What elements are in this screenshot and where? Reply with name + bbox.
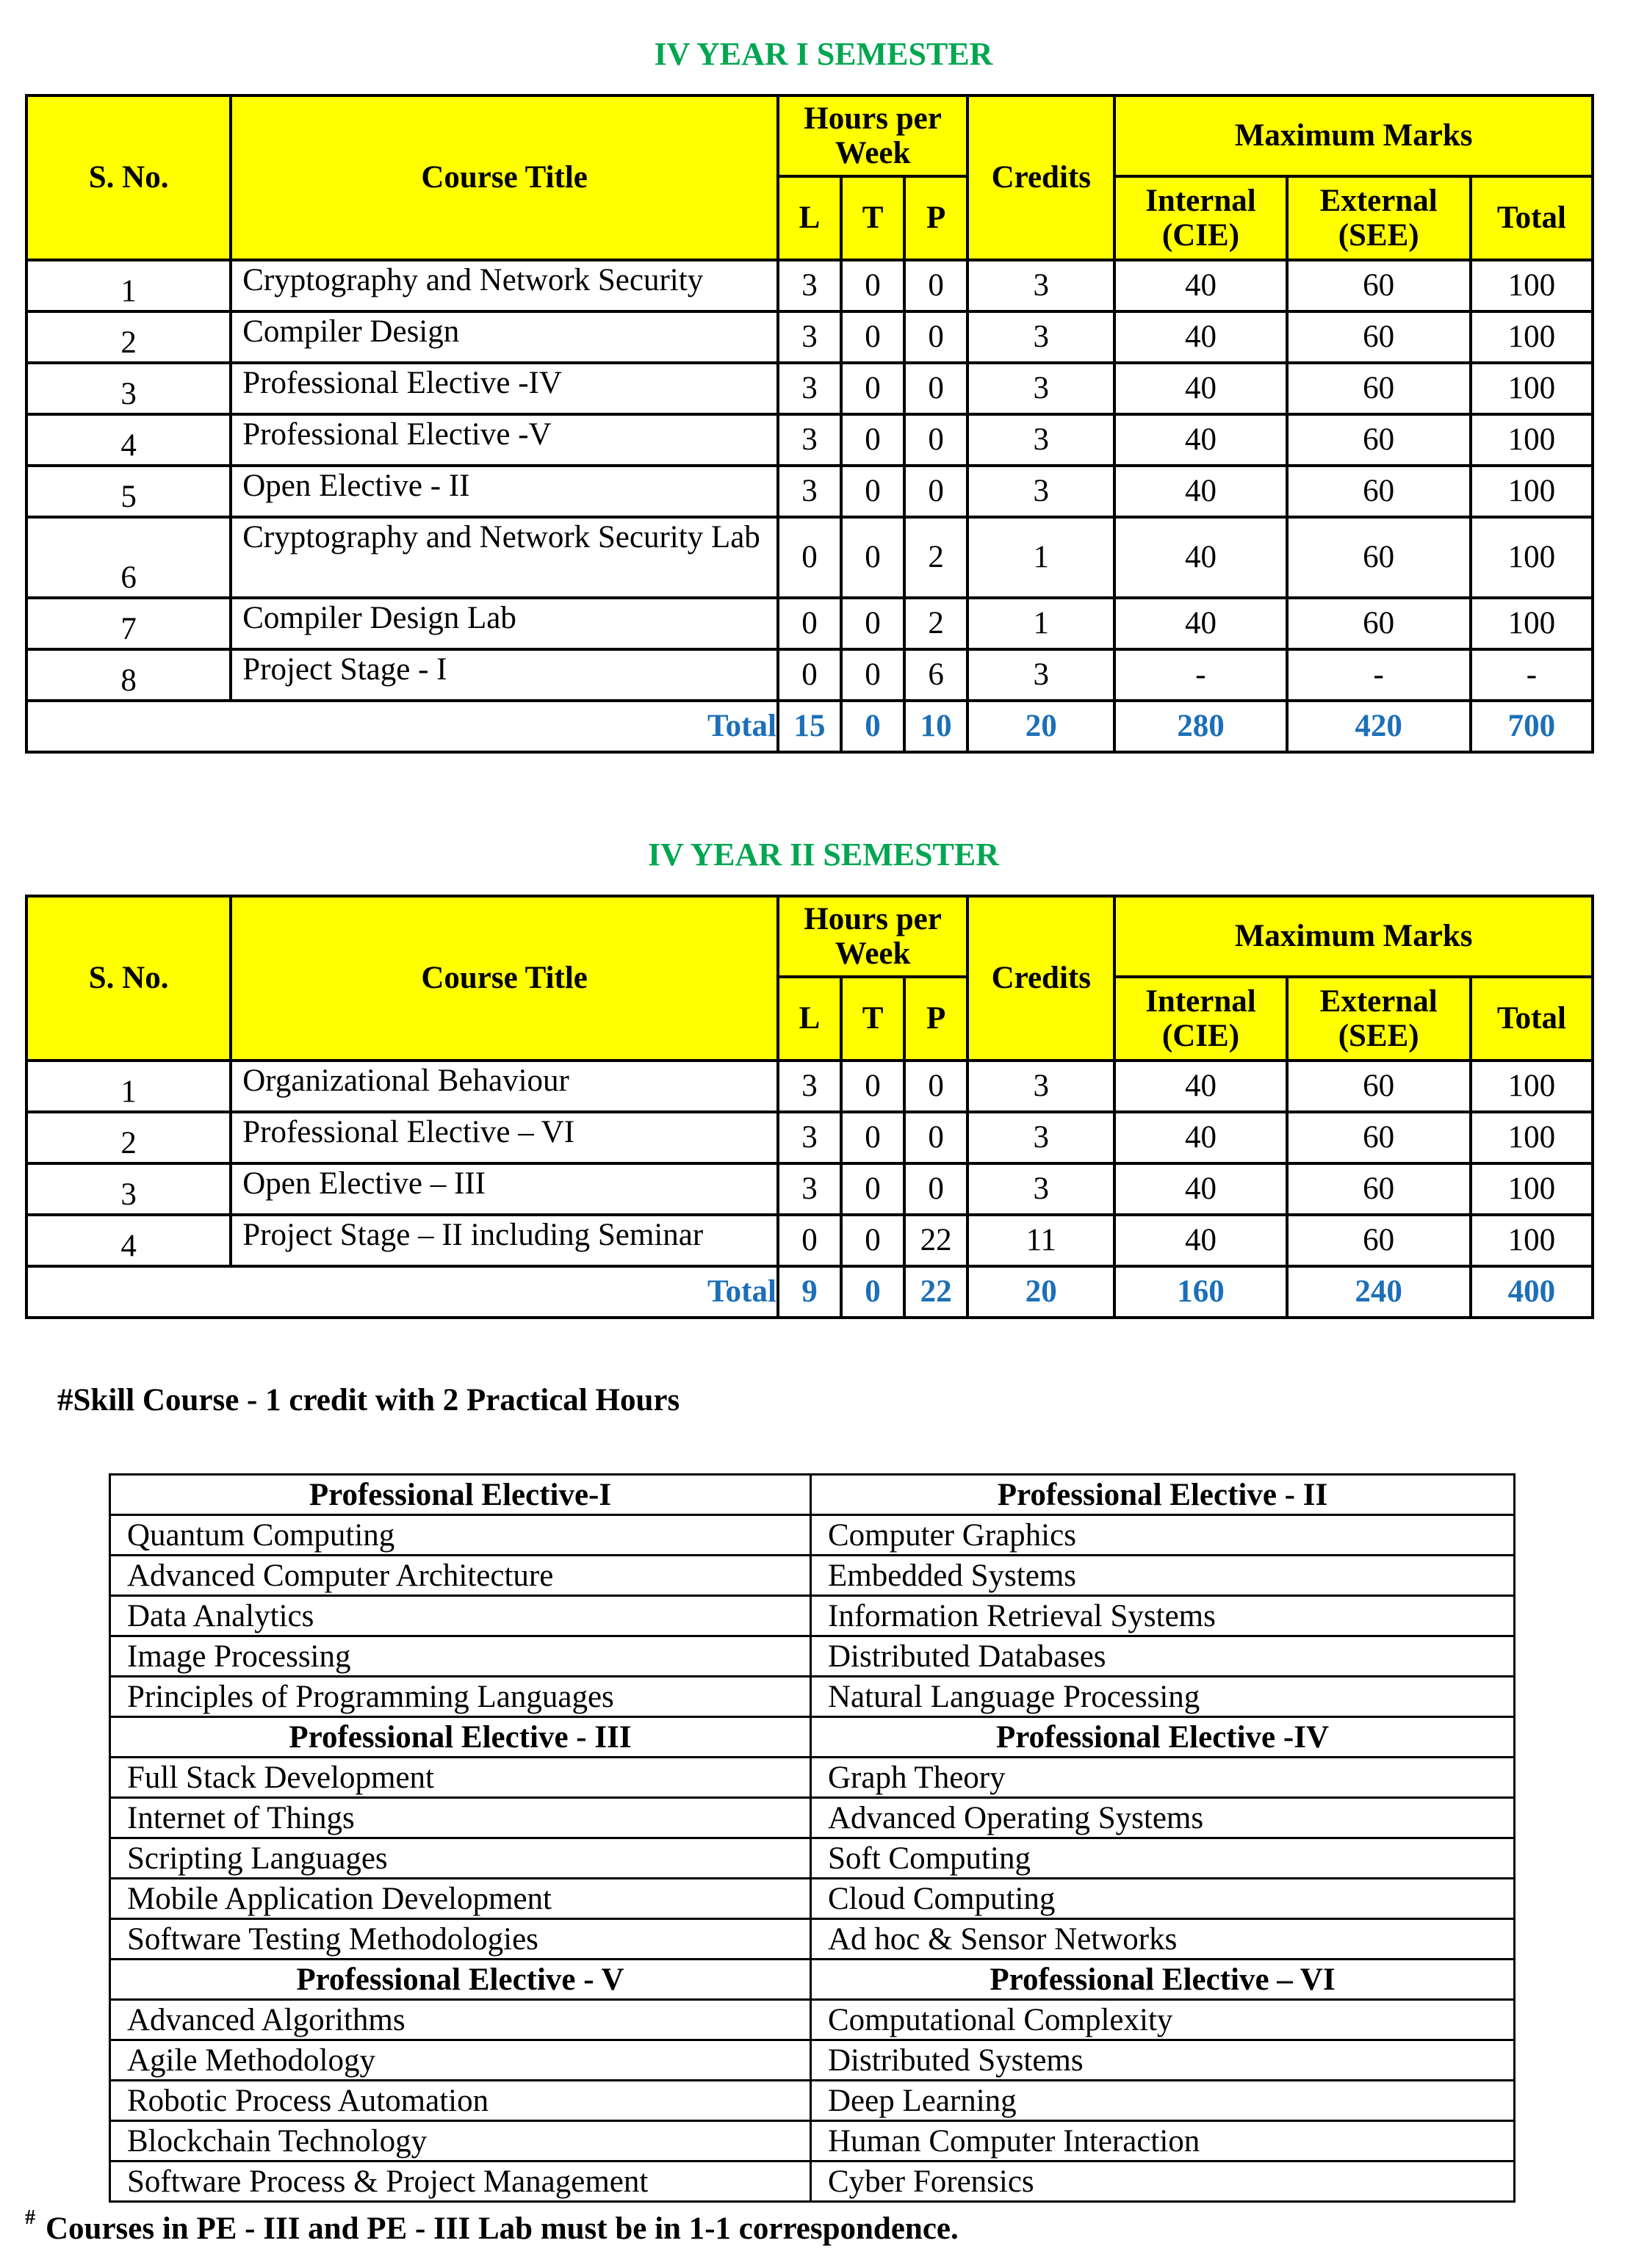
header-total: Total (1471, 977, 1593, 1061)
cell-total: 100 (1471, 414, 1593, 466)
cell-credits: 3 (967, 311, 1114, 363)
header-course-title: Course Title (231, 95, 778, 260)
cell-p: 22 (904, 1215, 967, 1266)
header-row (26, 896, 1593, 977)
elective-row (110, 1636, 1515, 1677)
elective-heading: Professional Elective - V (110, 1960, 811, 2000)
cell-t: 0 (841, 517, 904, 598)
cell-external: 60 (1287, 598, 1471, 649)
elective-heading-row (110, 1475, 1515, 1515)
elective-course: Distributed Databases (811, 1636, 1515, 1677)
total-l: 15 (778, 701, 841, 752)
cell-course-title: Professional Elective -V (231, 414, 778, 466)
cell-sno: 1 (26, 1061, 231, 1112)
header-credits: Credits (967, 896, 1114, 1061)
semester2-table (25, 895, 1594, 1319)
cell-external: 60 (1287, 517, 1471, 598)
cell-sno: 1 (26, 260, 231, 311)
cell-l: 3 (778, 1163, 841, 1215)
cell-l: 3 (778, 260, 841, 311)
cell-p: 2 (904, 517, 967, 598)
elective-course: Cyber Forensics (811, 2162, 1515, 2202)
cell-course-title: Cryptography and Network Security (231, 260, 778, 311)
header-sno: S. No. (26, 95, 231, 260)
elective-course: Software Testing Methodologies (110, 1919, 811, 1960)
header-row (26, 95, 1593, 176)
elective-heading: Professional Elective - III (110, 1717, 811, 1758)
elective-course: Ad hoc & Sensor Networks (811, 1919, 1515, 1960)
cell-l: 3 (778, 466, 841, 517)
cell-l: 3 (778, 414, 841, 466)
cell-credits: 3 (967, 649, 1114, 701)
cell-course-title: Open Elective – III (231, 1163, 778, 1215)
cell-external: 60 (1287, 1112, 1471, 1163)
cell-external: 60 (1287, 1163, 1471, 1215)
cell-credits: 3 (967, 1061, 1114, 1112)
elective-row (110, 1798, 1515, 1838)
cell-sno: 3 (26, 363, 231, 414)
table-row (26, 1163, 1593, 1215)
total-l: 9 (778, 1266, 841, 1318)
cell-external: 60 (1287, 466, 1471, 517)
cell-t: 0 (841, 1061, 904, 1112)
cell-t: 0 (841, 649, 904, 701)
cell-internal: 40 (1114, 1112, 1286, 1163)
cell-t: 0 (841, 363, 904, 414)
elective-course: Image Processing (110, 1636, 811, 1677)
elective-row (110, 2162, 1515, 2202)
elective-row (110, 1677, 1515, 1717)
elective-course: Deep Learning (811, 2081, 1515, 2121)
totals-label: Total (26, 1266, 778, 1318)
cell-course-title: Compiler Design Lab (231, 598, 778, 649)
table-row (26, 466, 1593, 517)
elective-course: Distributed Systems (811, 2040, 1515, 2081)
elective-course: Advanced Algorithms (110, 2000, 811, 2040)
cell-internal: 40 (1114, 414, 1286, 466)
cell-external: 60 (1287, 363, 1471, 414)
elective-course: Graph Theory (811, 1758, 1515, 1798)
cell-total: 100 (1471, 260, 1593, 311)
cell-l: 0 (778, 1215, 841, 1266)
cell-sno: 3 (26, 1163, 231, 1215)
header-hours-per-week: Hours per Week (778, 896, 967, 977)
cell-internal: 40 (1114, 260, 1286, 311)
footnote-mark: # (25, 2206, 35, 2229)
cell-credits: 1 (967, 517, 1114, 598)
elective-heading-row (110, 1960, 1515, 2000)
cell-external: - (1287, 649, 1471, 701)
total-external: 420 (1287, 701, 1471, 752)
total-p: 22 (904, 1266, 967, 1318)
cell-credits: 3 (967, 414, 1114, 466)
total-external: 240 (1287, 1266, 1471, 1318)
elective-row (110, 1879, 1515, 1919)
table-row (26, 649, 1593, 701)
cell-t: 0 (841, 414, 904, 466)
elective-course: Cloud Computing (811, 1879, 1515, 1919)
elective-course: Computer Graphics (811, 1515, 1515, 1556)
cell-credits: 11 (967, 1215, 1114, 1266)
elective-row (110, 1919, 1515, 1960)
cell-credits: 1 (967, 598, 1114, 649)
cell-total: 100 (1471, 363, 1593, 414)
elective-course: Agile Methodology (110, 2040, 811, 2081)
total-internal: 280 (1114, 701, 1286, 752)
cell-total: 100 (1471, 598, 1593, 649)
cell-external: 60 (1287, 1061, 1471, 1112)
elective-course: Scripting Languages (110, 1838, 811, 1879)
semester1-title: IV YEAR I SEMESTER (654, 36, 993, 72)
cell-t: 0 (841, 598, 904, 649)
table-row (26, 363, 1593, 414)
cell-t: 0 (841, 1215, 904, 1266)
elective-course: Robotic Process Automation (110, 2081, 811, 2121)
cell-sno: 2 (26, 311, 231, 363)
cell-p: 0 (904, 1061, 967, 1112)
total-t: 0 (841, 1266, 904, 1318)
semester1-table (25, 94, 1594, 754)
table-row (26, 598, 1593, 649)
cell-p: 0 (904, 1163, 967, 1215)
cell-internal: 40 (1114, 311, 1286, 363)
header-external: External (SEE) (1287, 176, 1471, 260)
elective-row (110, 2040, 1515, 2081)
header-p: P (904, 176, 967, 260)
cell-external: 60 (1287, 260, 1471, 311)
header-maximum-marks: Maximum Marks (1114, 896, 1593, 977)
total-total: 700 (1471, 701, 1593, 752)
cell-internal: 40 (1114, 1061, 1286, 1112)
totals-row (26, 1266, 1593, 1318)
cell-course-title: Professional Elective – VI (231, 1112, 778, 1163)
cell-p: 0 (904, 414, 967, 466)
cell-sno: 8 (26, 649, 231, 701)
total-total: 400 (1471, 1266, 1593, 1318)
cell-credits: 3 (967, 363, 1114, 414)
total-credits: 20 (967, 701, 1114, 752)
cell-l: 3 (778, 1061, 841, 1112)
elective-course: Advanced Operating Systems (811, 1798, 1515, 1838)
total-t: 0 (841, 701, 904, 752)
cell-course-title: Organizational Behaviour (231, 1061, 778, 1112)
header-l: L (778, 176, 841, 260)
header-p: P (904, 977, 967, 1061)
cell-total: 100 (1471, 1112, 1593, 1163)
cell-t: 0 (841, 466, 904, 517)
elective-course: Advanced Computer Architecture (110, 1556, 811, 1596)
cell-l: 0 (778, 598, 841, 649)
footnote-text: Courses in PE - III and PE - III Lab must be in 1-1 correspondence. (46, 2211, 959, 2246)
semester2-title: IV YEAR II SEMESTER (647, 837, 1000, 873)
table-row (26, 414, 1593, 466)
table-row (26, 311, 1593, 363)
cell-total: 100 (1471, 466, 1593, 517)
cell-total: 100 (1471, 1163, 1593, 1215)
cell-p: 0 (904, 311, 967, 363)
cell-t: 0 (841, 260, 904, 311)
footnote (25, 2206, 959, 2247)
totals-label: Total (26, 701, 778, 752)
table-row (26, 1112, 1593, 1163)
elective-row (110, 1515, 1515, 1556)
cell-internal: 40 (1114, 363, 1286, 414)
cell-credits: 3 (967, 260, 1114, 311)
cell-p: 0 (904, 1112, 967, 1163)
cell-credits: 3 (967, 1112, 1114, 1163)
cell-sno: 5 (26, 466, 231, 517)
cell-l: 0 (778, 649, 841, 701)
cell-sno: 6 (26, 517, 231, 598)
elective-row (110, 2000, 1515, 2040)
cell-p: 6 (904, 649, 967, 701)
elective-row (110, 2081, 1515, 2121)
elective-heading-row (110, 1717, 1515, 1758)
header-external: External (SEE) (1287, 977, 1471, 1061)
cell-total: 100 (1471, 1061, 1593, 1112)
cell-l: 3 (778, 363, 841, 414)
cell-internal: 40 (1114, 598, 1286, 649)
cell-l: 3 (778, 1112, 841, 1163)
elective-row (110, 1556, 1515, 1596)
cell-internal: 40 (1114, 517, 1286, 598)
elective-course: Embedded Systems (811, 1556, 1515, 1596)
cell-sno: 7 (26, 598, 231, 649)
cell-total: 100 (1471, 311, 1593, 363)
cell-l: 0 (778, 517, 841, 598)
elective-heading: Professional Elective – VI (811, 1960, 1515, 2000)
elective-course: Human Computer Interaction (811, 2121, 1515, 2162)
cell-course-title: Project Stage – II including Seminar (231, 1215, 778, 1266)
total-p: 10 (904, 701, 967, 752)
table-row (26, 1215, 1593, 1266)
cell-internal: 40 (1114, 1215, 1286, 1266)
cell-external: 60 (1287, 311, 1471, 363)
cell-internal: 40 (1114, 1163, 1286, 1215)
elective-course: Internet of Things (110, 1798, 811, 1838)
cell-p: 2 (904, 598, 967, 649)
cell-credits: 3 (967, 1163, 1114, 1215)
cell-p: 0 (904, 466, 967, 517)
cell-sno: 4 (26, 1215, 231, 1266)
elective-course: Soft Computing (811, 1838, 1515, 1879)
cell-total: - (1471, 649, 1593, 701)
header-internal: Internal (CIE) (1114, 977, 1286, 1061)
table-row (26, 517, 1593, 598)
elective-course: Computational Complexity (811, 2000, 1515, 2040)
cell-course-title: Cryptography and Network Security Lab (231, 517, 778, 598)
elective-course: Natural Language Processing (811, 1677, 1515, 1717)
elective-course: Blockchain Technology (110, 2121, 811, 2162)
elective-row (110, 2121, 1515, 2162)
cell-external: 60 (1287, 414, 1471, 466)
elective-row (110, 1596, 1515, 1636)
header-credits: Credits (967, 95, 1114, 260)
elective-course: Quantum Computing (110, 1515, 811, 1556)
header-internal: Internal (CIE) (1114, 176, 1286, 260)
elective-heading: Professional Elective-I (110, 1475, 811, 1515)
cell-course-title: Professional Elective -IV (231, 363, 778, 414)
header-total: Total (1471, 176, 1593, 260)
total-internal: 160 (1114, 1266, 1286, 1318)
header-course-title: Course Title (231, 896, 778, 1061)
cell-sno: 4 (26, 414, 231, 466)
cell-sno: 2 (26, 1112, 231, 1163)
cell-l: 3 (778, 311, 841, 363)
table-row (26, 1061, 1593, 1112)
cell-t: 0 (841, 311, 904, 363)
cell-internal: - (1114, 649, 1286, 701)
header-hours-per-week: Hours per Week (778, 95, 967, 176)
professional-electives-table (109, 1473, 1516, 2203)
cell-course-title: Project Stage - I (231, 649, 778, 701)
skill-course-note: #Skill Course - 1 credit with 2 Practical Hours (57, 1383, 680, 1418)
header-sno: S. No. (26, 896, 231, 1061)
cell-course-title: Open Elective - II (231, 466, 778, 517)
cell-total: 100 (1471, 1215, 1593, 1266)
cell-internal: 40 (1114, 466, 1286, 517)
header-l: L (778, 977, 841, 1061)
header-maximum-marks: Maximum Marks (1114, 95, 1593, 176)
elective-course: Information Retrieval Systems (811, 1596, 1515, 1636)
cell-total: 100 (1471, 517, 1593, 598)
cell-t: 0 (841, 1163, 904, 1215)
elective-course: Full Stack Development (110, 1758, 811, 1798)
table-row (26, 260, 1593, 311)
totals-row (26, 701, 1593, 752)
cell-credits: 3 (967, 466, 1114, 517)
elective-course: Data Analytics (110, 1596, 811, 1636)
elective-row (110, 1838, 1515, 1879)
elective-heading: Professional Elective -IV (811, 1717, 1515, 1758)
cell-p: 0 (904, 363, 967, 414)
elective-course: Mobile Application Development (110, 1879, 811, 1919)
elective-row (110, 1758, 1515, 1798)
cell-t: 0 (841, 1112, 904, 1163)
cell-external: 60 (1287, 1215, 1471, 1266)
total-credits: 20 (967, 1266, 1114, 1318)
elective-heading: Professional Elective - II (811, 1475, 1515, 1515)
elective-course: Software Process & Project Management (110, 2162, 811, 2202)
cell-p: 0 (904, 260, 967, 311)
elective-course: Principles of Programming Languages (110, 1677, 811, 1717)
header-t: T (841, 977, 904, 1061)
cell-course-title: Compiler Design (231, 311, 778, 363)
header-t: T (841, 176, 904, 260)
